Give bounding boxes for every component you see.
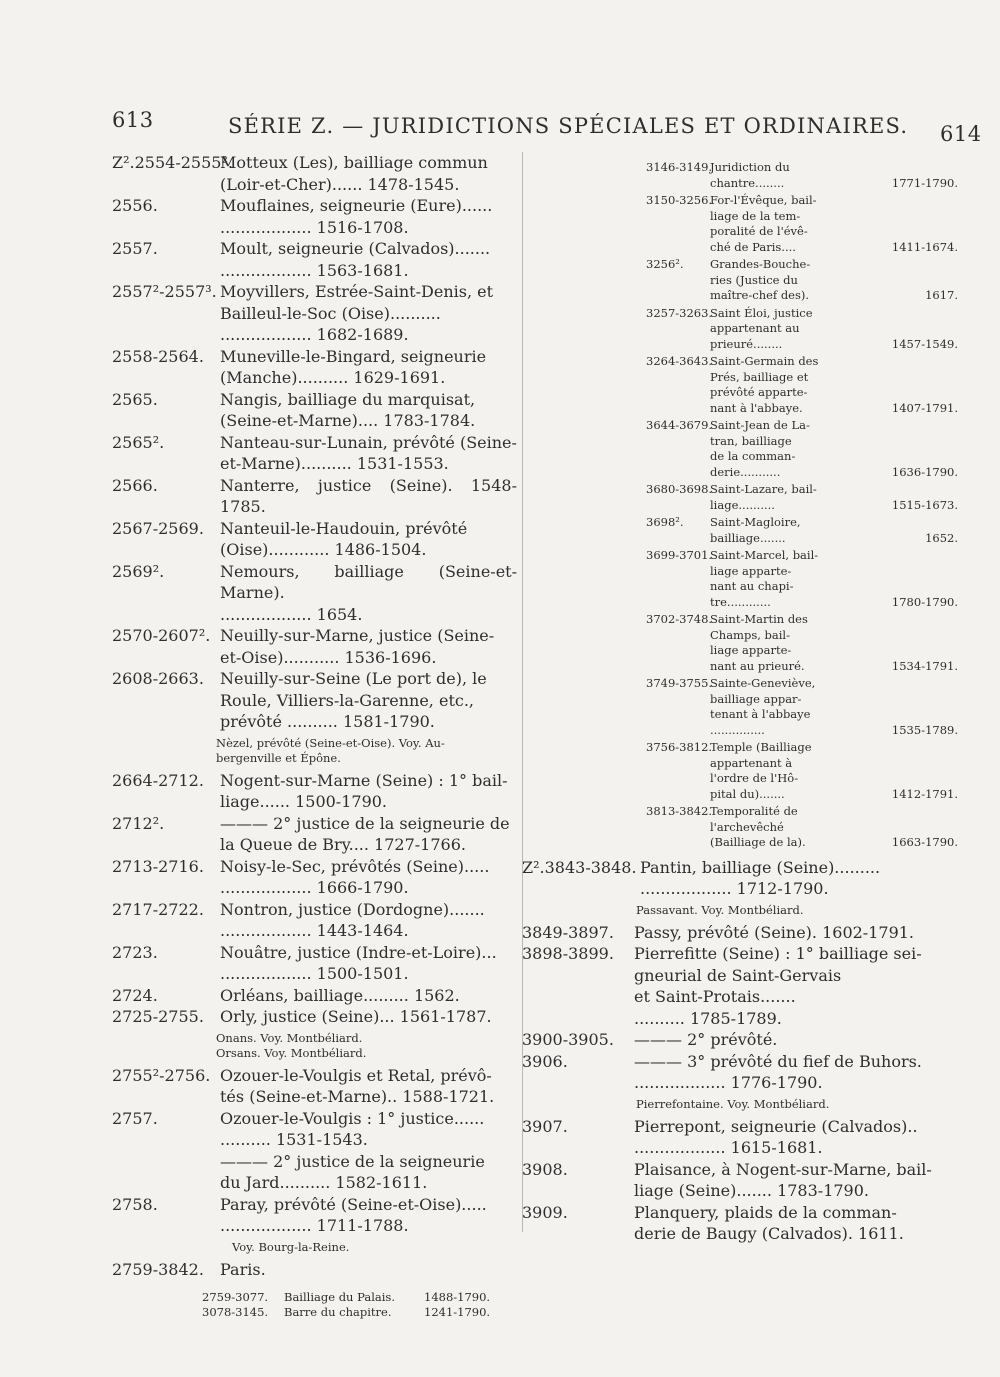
entry-text: Moult, seigneurie (Calvados)....... .................. 1563-1681. — [220, 239, 491, 280]
entry-text: Ozouer-le-Voulgis : 1° justice...... .......... 1531-1543. ——— 2° justice de la seigneurie du Jard.......... 1582-1611. — [220, 1108, 485, 1192]
subentry-number: 3146-3149. — [646, 160, 713, 174]
entry-text: Paray, prévôté (Seine-et-Oise)..... .................. 1711-1788. — [220, 1194, 487, 1235]
subentry-date: 1535-1789. — [891, 722, 958, 737]
subentry-date: 1780-1790. — [891, 594, 958, 609]
entry-text: Paris. — [220, 1259, 266, 1279]
cross-reference-note: Passavant. Voy. Montbéliard. — [636, 902, 804, 917]
entry-number: 2558-2564. — [112, 346, 204, 366]
subentry-text: Temple (Bailliage appartenant à l'ordre de l'Hô- pital du)....... — [710, 740, 812, 801]
entry-text: Nanteuil-le-Haudouin, prévôté (Oise)............ 1486-1504. — [220, 518, 468, 559]
entry-text: ——— 2° prévôté. — [634, 1030, 778, 1049]
entry — [112, 899, 517, 942]
entry-number: 2556. — [112, 196, 158, 215]
entry-number: 2664-2712. — [112, 770, 204, 790]
entry-text: Orléans, bailliage......... 1562. — [220, 985, 460, 1005]
entry-number: 3908. — [522, 1159, 568, 1179]
entry-text: Planquery, plaids de la comman- derie de Baugy (Calvados). 1611. — [634, 1202, 904, 1243]
entry-number: 2723. — [112, 942, 158, 962]
cross-reference-note: Nèzel, prévôté (Seine-et-Oise). Voy. Au- bergenville et Épône. — [216, 735, 445, 765]
entry-number: 2713-2716. — [112, 856, 204, 876]
entry-number: 2608-2663. — [112, 669, 204, 688]
subentry-date: 1771-1790. — [891, 175, 958, 190]
subentry-number: 3264-3643. — [646, 354, 713, 368]
entry-text: Motteux (Les), bailliage commun (Loir-et-Cher)...... 1478-1545. — [220, 153, 488, 194]
subentry-row — [202, 1305, 517, 1320]
entry — [112, 856, 517, 899]
subentry-text: Saint-Marcel, bail- liage apparte- nant au chapi- tre............ — [710, 548, 819, 609]
entry-text: Nontron, justice (Dordogne)....... .................. 1443-1464. — [220, 899, 485, 940]
entry — [112, 389, 517, 432]
right-column — [522, 160, 958, 1245]
subentry-text: Saint-Lazare, bail- liage.......... — [710, 482, 817, 512]
entry — [112, 1065, 517, 1108]
subentry-text: Grandes-Bouche- ries (Justice du maître-chef des). — [710, 257, 811, 302]
subentry-number: 3698². — [646, 515, 684, 529]
entry — [112, 1194, 517, 1237]
paris-subentries — [202, 1290, 517, 1320]
subentry-text: Saint Éloi, justice appartenant au prieuré........ — [710, 305, 813, 351]
subentry — [646, 482, 958, 513]
entry — [112, 561, 517, 626]
entry-text: Nanteau-sur-Lunain, prévôté (Seine- et-Marne).......... 1531-1553. — [220, 432, 517, 473]
subentry — [646, 515, 958, 546]
subentry-date: 1534-1791. — [891, 658, 958, 673]
entry-text: Mouflaines, seigneurie (Eure)...... .................. 1516-1708. — [220, 196, 493, 237]
entry-number: 2566. — [112, 475, 158, 495]
entry-number: Z².3843-3848. — [522, 857, 637, 877]
subentry-number: 3702-3748. — [646, 612, 713, 626]
entry-number: 3909. — [522, 1202, 568, 1222]
subentry-date: 1407-1791. — [891, 400, 958, 415]
subentry — [646, 676, 958, 738]
entry — [112, 518, 517, 561]
entry — [522, 857, 952, 900]
entry-number: 2570-2607². — [112, 626, 211, 645]
subentry-date: 1457-1549. — [891, 336, 958, 351]
right-page-number: 614 — [940, 122, 982, 146]
entry-text: Nangis, bailliage du marquisat, (Seine-et-Marne).... 1783-1784. — [220, 389, 476, 430]
subentry-text: Temporalité de l'archevêché (Bailliage de la). — [710, 804, 806, 849]
subentry-number: 3644-3679. — [646, 418, 713, 432]
entry-number: 2567-2569. — [112, 518, 204, 538]
entry — [112, 152, 517, 195]
subentry-text: Juridiction du chantre........ — [710, 160, 790, 190]
page-title: SÉRIE Z. — JURIDICTIONS SPÉCIALES ET ORDINAIRES. — [228, 114, 909, 138]
entry-number: 2717-2722. — [112, 899, 204, 919]
left-column — [112, 152, 517, 1320]
cross-reference-note: Onans. Voy. Montbéliard. Orsans. Voy. Montbéliard. — [216, 1030, 367, 1060]
subentry-date: 1617. — [925, 288, 958, 302]
entry-number: 3907. — [522, 1116, 568, 1136]
subentry-date: 1412-1791. — [891, 786, 958, 801]
subentry-text: For-l'Évêque, bail- liage de la tem- poralité de l'évê- ché de Paris.... — [710, 193, 817, 254]
subentry — [646, 612, 958, 674]
entry-number: 2724. — [112, 985, 158, 1005]
entry — [112, 1108, 517, 1194]
subentry-date: 1411-1674. — [891, 239, 958, 254]
entry — [112, 346, 517, 389]
subentry-number: 3756-3812. — [646, 740, 713, 754]
entry-number: 2725-2755. — [112, 1007, 204, 1026]
entry-number: 2557. — [112, 239, 158, 258]
subentry — [646, 306, 958, 353]
entry-number: 2759-3842. — [112, 1259, 204, 1279]
entry — [112, 625, 517, 668]
entry — [112, 1006, 517, 1028]
entry — [522, 943, 952, 1029]
entry-number: 3906. — [522, 1051, 568, 1071]
subentry-date: 1241-1790. — [424, 1305, 491, 1319]
entry-paris — [112, 1259, 517, 1281]
entry-text: Neuilly-sur-Marne, justice (Seine- et-Oise)........... 1536-1696. — [220, 626, 495, 667]
subentry-number: 3150-3256. — [646, 193, 713, 207]
cross-reference-note: Voy. Bourg-la-Reine. — [232, 1239, 350, 1254]
paris-subentries-continued — [646, 160, 958, 851]
entry-text: Pantin, bailliage (Seine)......... .................. 1712-1790. — [640, 857, 881, 898]
entry — [522, 1159, 952, 1202]
entry — [522, 1051, 952, 1094]
subentry-date: 1636-1790. — [891, 464, 958, 479]
subentry-text: Saint-Jean de La- tran, bailliage de la comman- derie........... — [710, 418, 810, 479]
entry-text: Passy, prévôté (Seine). 1602-1791. — [634, 922, 915, 942]
entry — [112, 770, 517, 813]
entry — [112, 475, 517, 518]
entry — [522, 1029, 952, 1051]
subentry-text: Saint-Magloire, bailliage....... — [710, 515, 801, 545]
subentry-number: 3256². — [646, 257, 684, 271]
entry-text: Nouâtre, justice (Indre-et-Loire)... .................. 1500-1501. — [220, 942, 497, 983]
subentry-label: Barre du chapitre. — [284, 1305, 392, 1319]
entry-number: 2569². — [112, 561, 165, 581]
entry — [522, 922, 952, 944]
subentry-label: Bailliage du Palais. — [284, 1290, 395, 1304]
subentry — [646, 354, 958, 416]
entry-text: Neuilly-sur-Seine (Le port de), le Roule, Villiers-la-Garenne, etc., prévôté .......... 1581-1790. — [220, 669, 487, 731]
entry-text: Moyvillers, Estrée-Saint-Denis, et Bailleul-le-Soc (Oise).......... .................. 1682-1689. — [220, 282, 494, 344]
entry — [112, 813, 517, 856]
entry — [112, 942, 517, 985]
subentry-date: 1663-1790. — [891, 835, 958, 849]
subentry-number: 3813-3842. — [646, 804, 713, 818]
entry-text: Ozouer-le-Voulgis et Retal, prévô- tés (Seine-et-Marne).. 1588-1721. — [220, 1065, 495, 1106]
subentry-date: 1488-1790. — [424, 1290, 491, 1304]
entry-number: 2712². — [112, 813, 165, 833]
entry-number: 2755²-2756. — [112, 1065, 211, 1085]
cross-reference-note: Pierrefontaine. Voy. Montbéliard. — [636, 1096, 830, 1111]
left-page-number: 613 — [112, 108, 154, 132]
entry — [112, 281, 517, 346]
entry-text: Pierrepont, seigneurie (Calvados).. .................. 1615-1681. — [634, 1116, 918, 1157]
entry-number: 3898-3899. — [522, 944, 614, 963]
entry-number: 2758. — [112, 1194, 158, 1214]
subentry-number: 2759-3077. — [202, 1290, 269, 1304]
entry-text: ——— 3° prévôté du fief de Buhors. .................. 1776-1790. — [634, 1051, 922, 1092]
entry-number: 2757. — [112, 1108, 158, 1128]
subentry-text: Sainte-Geneviève, bailliage appar- tenant à l'abbaye ............... — [710, 676, 816, 737]
entry-text: Nogent-sur-Marne (Seine) : 1° bail- liage...... 1500-1790. — [220, 770, 508, 811]
entry — [522, 1116, 952, 1159]
subentry-number: 3257-3263. — [646, 305, 713, 320]
entry-number: Z².2554-2555². — [112, 153, 233, 172]
subentry-text: Saint-Germain des Prés, bailliage et prévôté apparte- nant à l'abbaye. — [710, 354, 819, 415]
subentry-date: 1652. — [925, 530, 958, 545]
entry-number: 2565². — [112, 432, 165, 452]
subentry-number: 3680-3698. — [646, 482, 713, 496]
entry — [112, 668, 517, 733]
subentry-row — [202, 1290, 517, 1305]
entry-number: 2565. — [112, 389, 158, 409]
subentry-text: Saint-Martin des Champs, bail- liage apparte- nant au prieuré. — [710, 612, 808, 673]
subentry — [646, 257, 958, 304]
entry-number: 2557²-2557³. — [112, 282, 217, 301]
entry-text: Pierrefitte (Seine) : 1° bailliage sei- gneurial de Saint-Gervais et Saint-Protais....... .......... 1785-1789. — [634, 944, 922, 1028]
entry-text: ——— 2° justice de la seigneurie de la Queue de Bry.... 1727-1766. — [220, 813, 510, 854]
entry — [112, 238, 517, 281]
entry — [112, 985, 517, 1007]
subentry — [646, 548, 958, 610]
entry-text: Nanterre, justice (Seine). 1548-1785. — [220, 475, 517, 516]
subentry-date: 1515-1673. — [891, 497, 958, 512]
entry-text: Orly, justice (Seine)... 1561-1787. — [220, 1007, 492, 1026]
entry-text: Plaisance, à Nogent-sur-Marne, bail- liage (Seine)....... 1783-1790. — [634, 1159, 932, 1200]
entry-text: Noisy-le-Sec, prévôtés (Seine)..... .................. 1666-1790. — [220, 856, 490, 897]
subentry — [646, 740, 958, 802]
subentry — [646, 193, 958, 255]
subentry — [646, 804, 958, 851]
subentry-number: 3078-3145. — [202, 1305, 269, 1319]
entry — [522, 1202, 952, 1245]
entry-number: 3900-3905. — [522, 1030, 614, 1049]
entry-number: 3849-3897. — [522, 922, 614, 942]
entry — [112, 195, 517, 238]
subentry — [646, 418, 958, 480]
entry-text: Muneville-le-Bingard, seigneurie (Manche).......... 1629-1691. — [220, 346, 487, 387]
subentry-number: 3699-3701. — [646, 548, 713, 562]
entry-text: Nemours, bailliage (Seine-et-Marne). .................. 1654. — [220, 561, 517, 624]
subentry-number: 3749-3755. — [646, 676, 713, 690]
subentry — [646, 160, 958, 191]
entry — [112, 432, 517, 475]
